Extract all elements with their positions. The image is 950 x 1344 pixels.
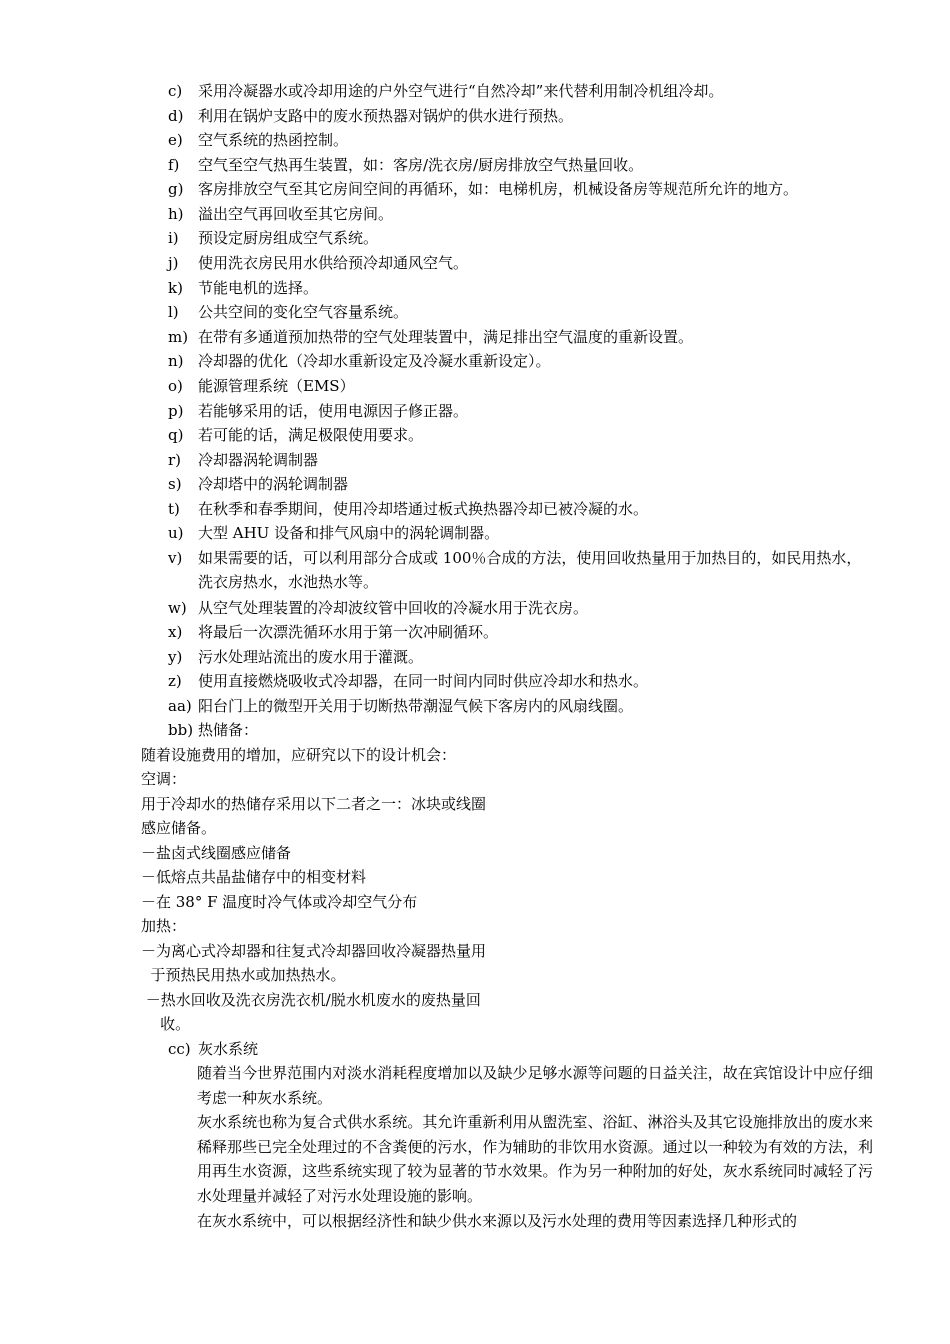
list-item: y) 污水处理站流出的废水用于灌溉。 xyxy=(168,648,424,666)
list-item: r) 冷却器涡轮调制器 xyxy=(168,451,319,469)
list-item: u) 大型 AHU 设备和排气风扇中的涡轮调制器。 xyxy=(168,524,500,542)
list-item: h) 溢出空气再回收至其它房间。 xyxy=(168,205,394,223)
list-item: c) 采用冷凝器水或冷却用途的户外空气进行“自然冷却”来代替利用制冷机组冷却。 xyxy=(168,82,724,100)
list-item: s) 冷却塔中的涡轮调制器 xyxy=(168,475,349,493)
paragraph-line: －盐卤式线圈感应储备 xyxy=(141,844,292,862)
list-item: p) 若能够采用的话，使用电源因子修正器。 xyxy=(168,402,469,420)
list-item: i) 预设定厨房组成空气系统。 xyxy=(168,229,379,247)
paragraph-line: －在 38° F 温度时冷气体或冷却空气分布 xyxy=(141,893,418,911)
list-item: bb) 热储备： xyxy=(168,721,259,739)
list-item: l) 公共空间的变化空气容量系统。 xyxy=(168,303,409,321)
list-item: v) 如果需要的话，可以利用部分合成或 100％合成的方法，使用回收热量用于加热目的，如民用热水，洗衣房热水，水池热水等。 xyxy=(168,549,862,592)
paragraph-line: 于预热民用热水或加热热水。 xyxy=(141,966,346,984)
paragraph: 随着当今世界范围内对淡水消耗程度增加以及缺少足够水源等问题的日益关注，故在宾馆设计中应仔细考虑一种灰水系统。 xyxy=(197,1064,873,1107)
list-item: g) 客房排放空气至其它房间空间的再循环，如：电梯机房，机械设备房等规范所允许的地方。 xyxy=(168,180,799,198)
paragraph-line: 用于冷却水的热储存采用以下二者之一：冰块或线圈 xyxy=(141,795,487,813)
paragraph-line: 收。 xyxy=(141,1015,191,1033)
list-item: aa) 阳台门上的微型开关用于切断热带潮湿气候下客房内的风扇线圈。 xyxy=(168,697,634,715)
list-item: t) 在秋季和春季期间，使用冷却塔通过板式换热器冷却已被冷凝的水。 xyxy=(168,500,649,518)
list-item: n) 冷却器的优化（冷却水重新设定及冷凝水重新设定）。 xyxy=(168,352,551,370)
paragraph-line: －低熔点共晶盐储存中的相变材料 xyxy=(141,868,367,886)
paragraph-line: －为离心式冷却器和往复式冷却器回收冷凝器热量用 xyxy=(141,942,487,960)
list-item: cc) 灰水系统 xyxy=(168,1040,259,1058)
list-item: f) 空气至空气热再生装置，如：客房/洗衣房/厨房排放空气热量回收。 xyxy=(168,156,644,174)
list-item: z) 使用直接燃烧吸收式冷却器，在同一时间内同时供应冷却水和热水。 xyxy=(168,672,649,690)
section-body xyxy=(197,1061,873,1233)
list-item: m) 在带有多通道预加热带的空气处理装置中，满足排出空气温度的重新设置。 xyxy=(168,328,694,346)
paragraph-line: 加热： xyxy=(141,917,187,935)
paragraph-line: 随着设施费用的增加，应研究以下的设计机会： xyxy=(141,746,457,764)
list-item: x) 将最后一次漂洗循环水用于第一次冲刷循环。 xyxy=(168,623,499,641)
paragraph-line: 感应储备。 xyxy=(141,819,217,837)
list-item: o) 能源管理系统（EMS） xyxy=(168,377,355,395)
paragraph-line: －热水回收及洗衣房洗衣机/脱水机废水的废热量回 xyxy=(141,991,481,1009)
list-item: q) 若可能的话，满足极限使用要求。 xyxy=(168,426,424,444)
paragraph: 在灰水系统中，可以根据经济性和缺少供水来源以及污水处理的费用等因素选择几种形式的 xyxy=(197,1211,798,1230)
list-item: e) 空气系统的热函控制。 xyxy=(168,131,349,149)
paragraph-line: 空调： xyxy=(141,770,187,788)
list-item: d) 利用在锅炉支路中的废水预热器对锅炉的供水进行预热。 xyxy=(168,107,574,125)
paragraph: 灰水系统也称为复合式供水系统。其允许重新利用从盥洗室、浴缸、淋浴头及其它设施排放出的废水来稀释那些已完全处理过的不含粪便的污水，作为辅助的非饮用水资源。通过以一种较为有效的方法，利用再生水资源，这些系统实现了较为显著的节水效果。作为另一种附加的好处，灰水系统同时减轻了污水处理量并减轻了对污水处理设施的影响。 xyxy=(197,1113,873,1205)
list-item: k) 节能电机的选择。 xyxy=(168,279,319,297)
list-item: j) 使用洗衣房民用水供给预冷却通风空气。 xyxy=(168,254,469,272)
list-item: w) 从空气处理装置的冷却波纹管中回收的冷凝水用于洗衣房。 xyxy=(168,599,589,617)
